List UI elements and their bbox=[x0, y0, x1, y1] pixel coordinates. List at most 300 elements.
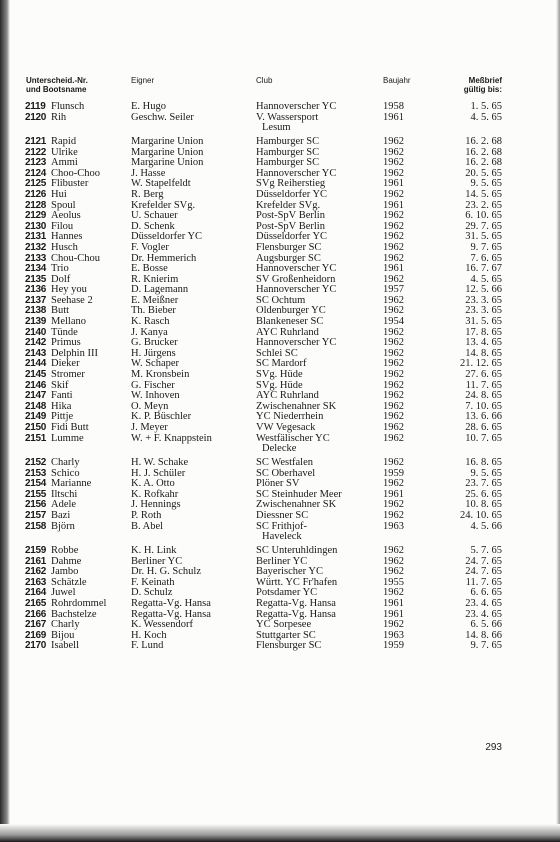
boat-number: 2150 bbox=[25, 422, 47, 434]
boat-number: 2156 bbox=[25, 499, 47, 511]
owner-name: F. Keinath bbox=[131, 576, 175, 588]
measurement-valid-until: 4. 5. 65 bbox=[470, 111, 502, 123]
boat-number: 2128 bbox=[25, 199, 47, 211]
club-name: V. Wassersport bbox=[256, 111, 319, 123]
owner-name: D. Lagemann bbox=[131, 284, 189, 296]
table-row bbox=[0, 499, 560, 510]
owner-name: E. Hugo bbox=[131, 101, 166, 112]
boat-name: Trio bbox=[51, 263, 69, 275]
measurement-valid-until: 9. 5. 65 bbox=[470, 467, 502, 479]
boat-number: 2163 bbox=[25, 576, 47, 588]
measurement-valid-until: 1. 5. 65 bbox=[470, 101, 502, 112]
club-name: Schlei SC bbox=[256, 347, 298, 359]
table-row bbox=[0, 168, 560, 179]
club-name: Bayerischer YC bbox=[256, 566, 323, 578]
build-year: 1962 bbox=[383, 400, 404, 412]
build-year: 1962 bbox=[383, 294, 404, 306]
boat-name: Björn bbox=[51, 520, 75, 532]
club-name: SC Ochtum bbox=[256, 294, 306, 306]
measurement-valid-until: 12. 5. 66 bbox=[465, 284, 502, 296]
boat-name: Choo-Choo bbox=[51, 167, 101, 179]
table-row bbox=[0, 242, 560, 253]
owner-name: Regatta-Vg. Hansa bbox=[131, 608, 211, 620]
boat-name: Pittje bbox=[51, 411, 74, 423]
build-year: 1962 bbox=[383, 555, 404, 567]
boat-number: 2162 bbox=[25, 566, 47, 578]
owner-name: U. Schauer bbox=[131, 210, 178, 222]
measurement-valid-until: 31. 5. 65 bbox=[465, 316, 502, 328]
table-row bbox=[0, 510, 560, 521]
build-year: 1962 bbox=[383, 305, 404, 317]
club-name: Hamburger SC bbox=[256, 157, 320, 169]
club-name: Westfälischer YC bbox=[256, 432, 330, 444]
club-name: Hannoverscher YC bbox=[256, 101, 337, 112]
club-name: SVg Reiherstieg bbox=[256, 178, 326, 190]
build-year: 1962 bbox=[383, 478, 404, 490]
owner-name: D. Schenk bbox=[131, 220, 175, 232]
build-year: 1962 bbox=[383, 273, 404, 285]
boat-number: 2154 bbox=[25, 478, 47, 490]
build-year: 1961 bbox=[383, 608, 404, 620]
build-year: 1962 bbox=[383, 369, 404, 381]
club-name: Stuttgarter SC bbox=[256, 629, 316, 641]
boat-number: 2123 bbox=[25, 157, 47, 169]
build-year: 1962 bbox=[383, 390, 404, 402]
table-row bbox=[0, 305, 560, 316]
measurement-valid-until: 16. 7. 67 bbox=[465, 263, 502, 275]
build-year: 1962 bbox=[383, 457, 404, 468]
boat-number: 2129 bbox=[25, 210, 47, 222]
boat-register-table bbox=[0, 101, 560, 651]
boat-name: Primus bbox=[51, 337, 81, 349]
boat-number: 2126 bbox=[25, 188, 47, 200]
measurement-valid-until: 17. 8. 65 bbox=[465, 326, 502, 338]
owner-name: K. P. Büschler bbox=[131, 411, 192, 423]
measurement-valid-until: 16. 2. 68 bbox=[465, 157, 502, 169]
column-header-id: Unterscheid.-Nr. bbox=[26, 76, 88, 85]
build-year: 1954 bbox=[383, 316, 404, 328]
owner-name: Dr. Hemmerich bbox=[131, 252, 197, 264]
boat-number: 2158 bbox=[25, 520, 47, 532]
measurement-valid-until: 16. 8. 65 bbox=[465, 457, 502, 468]
boat-name: Dieker bbox=[51, 358, 80, 370]
table-row bbox=[0, 587, 560, 598]
boat-name: Spoul bbox=[51, 199, 76, 211]
owner-name: O. Meyn bbox=[131, 400, 169, 412]
boat-name: Hannes bbox=[51, 231, 83, 243]
owner-name: R. Berg bbox=[131, 188, 164, 200]
column-header-club: Club bbox=[256, 76, 273, 85]
measurement-valid-until: 13. 4. 65 bbox=[465, 337, 502, 349]
measurement-valid-until: 10. 7. 65 bbox=[465, 432, 502, 444]
measurement-valid-until: 6. 10. 65 bbox=[465, 210, 502, 222]
column-header-owner: Eigner bbox=[131, 76, 155, 85]
club-name: Hamburger SC bbox=[256, 146, 320, 158]
measurement-valid-until: 6. 5. 66 bbox=[470, 619, 502, 631]
table-row bbox=[0, 422, 560, 433]
measurement-valid-until: 23. 2. 65 bbox=[465, 199, 502, 211]
owner-name: Berliner YC bbox=[131, 555, 183, 567]
column-header-id-name bbox=[26, 76, 88, 94]
club-name: Flensburger SC bbox=[256, 241, 322, 253]
club-name: YC Niederrhein bbox=[256, 411, 324, 423]
boat-number: 2122 bbox=[25, 146, 47, 158]
owner-name: G. Brucker bbox=[131, 337, 178, 349]
boat-number: 2153 bbox=[25, 467, 47, 479]
build-year: 1961 bbox=[383, 263, 404, 275]
table-row bbox=[0, 221, 560, 232]
build-year: 1962 bbox=[383, 411, 404, 423]
owner-name: Regatta-Vg. Hansa bbox=[131, 597, 211, 609]
table-row bbox=[0, 157, 560, 168]
owner-name: F. Vogler bbox=[131, 241, 169, 253]
club-name: Hannoverscher YC bbox=[256, 167, 337, 179]
table-row bbox=[0, 112, 560, 136]
boat-name: Hui bbox=[51, 188, 67, 200]
measurement-valid-until: 7. 6. 65 bbox=[470, 252, 502, 264]
table-row bbox=[0, 545, 560, 556]
club-name: Augsburger SC bbox=[256, 252, 321, 264]
table-row bbox=[0, 147, 560, 158]
club-name: Flensburger SC bbox=[256, 640, 322, 652]
boat-name: Schätzle bbox=[51, 576, 87, 588]
build-year: 1962 bbox=[383, 566, 404, 578]
owner-name: Düsseldorfer YC bbox=[131, 231, 203, 243]
boat-number: 2166 bbox=[25, 608, 47, 620]
measurement-valid-until: 23. 7. 65 bbox=[465, 478, 502, 490]
boat-name: Schico bbox=[51, 467, 80, 479]
measurement-valid-until: 6. 6. 65 bbox=[470, 587, 502, 599]
build-year: 1962 bbox=[383, 210, 404, 222]
table-row bbox=[0, 369, 560, 380]
measurement-valid-until: 9. 7. 65 bbox=[470, 241, 502, 253]
build-year: 1961 bbox=[383, 111, 404, 123]
build-year: 1962 bbox=[383, 157, 404, 169]
table-row bbox=[0, 274, 560, 285]
club-name: SC Westfalen bbox=[256, 457, 313, 468]
table-row bbox=[0, 609, 560, 620]
build-year: 1962 bbox=[383, 509, 404, 521]
column-header-boatname: und Bootsname bbox=[26, 85, 87, 94]
build-year: 1961 bbox=[383, 488, 404, 500]
build-year: 1962 bbox=[383, 379, 404, 391]
measurement-valid-until: 13. 6. 66 bbox=[465, 411, 502, 423]
boat-name: Husch bbox=[51, 241, 78, 253]
table-row bbox=[0, 457, 560, 468]
club-name: Regatta-Vg. Hansa bbox=[256, 608, 336, 620]
boat-name: Ammi bbox=[51, 157, 78, 169]
club-name-continued: Haveleck bbox=[262, 531, 302, 543]
owner-name: W. Inhoven bbox=[131, 390, 180, 402]
club-name: Regatta-Vg. Hansa bbox=[256, 597, 336, 609]
table-row bbox=[0, 348, 560, 359]
measurement-valid-until: 23. 3. 65 bbox=[465, 305, 502, 317]
boat-name: Rohrdommel bbox=[51, 597, 107, 609]
owner-name: H. W. Schake bbox=[131, 457, 189, 468]
owner-name: K. Rofkahr bbox=[131, 488, 179, 500]
column-header-measurement-valid: gültig bis: bbox=[463, 85, 502, 94]
club-name: Hannoverscher YC bbox=[256, 263, 337, 275]
boat-number: 2142 bbox=[25, 337, 47, 349]
owner-name: Margarine Union bbox=[131, 146, 204, 158]
boat-name: Tünde bbox=[51, 326, 78, 338]
measurement-valid-until: 21. 12. 65 bbox=[460, 358, 502, 370]
measurement-valid-until: 7. 10. 65 bbox=[465, 400, 502, 412]
owner-name: Geschw. Seiler bbox=[131, 111, 194, 123]
boat-name: Charly bbox=[51, 457, 80, 468]
boat-name: Isabell bbox=[51, 640, 79, 652]
boat-name: Delphin III bbox=[51, 347, 98, 359]
club-name: YC Sorpesee bbox=[256, 619, 312, 631]
boat-number: 2124 bbox=[25, 167, 47, 179]
build-year: 1961 bbox=[383, 597, 404, 609]
boat-number: 2155 bbox=[25, 488, 47, 500]
boat-name: Marianne bbox=[51, 478, 92, 490]
build-year: 1958 bbox=[383, 101, 404, 112]
table-row bbox=[0, 337, 560, 348]
table-row bbox=[0, 411, 560, 422]
table-row bbox=[0, 433, 560, 457]
boat-name: Bazi bbox=[51, 509, 71, 521]
club-name: Blankeneser SC bbox=[256, 316, 324, 328]
boat-number: 2143 bbox=[25, 347, 47, 359]
boat-name: Skif bbox=[51, 379, 69, 391]
build-year: 1962 bbox=[383, 241, 404, 253]
table-row bbox=[0, 630, 560, 641]
measurement-valid-until: 9. 7. 65 bbox=[470, 640, 502, 652]
owner-name: Th. Bieber bbox=[131, 305, 176, 317]
measurement-valid-until: 5. 7. 65 bbox=[470, 544, 502, 556]
table-row bbox=[0, 556, 560, 567]
column-header-year: Baujahr bbox=[383, 76, 411, 85]
owner-name: K. Wessendorf bbox=[131, 619, 193, 631]
club-name: Potsdamer YC bbox=[256, 587, 318, 599]
build-year: 1962 bbox=[383, 499, 404, 511]
boat-name: Flibuster bbox=[51, 178, 89, 190]
boat-number: 2130 bbox=[25, 220, 47, 232]
measurement-valid-until: 4. 5. 66 bbox=[470, 520, 502, 532]
table-row bbox=[0, 577, 560, 588]
measurement-valid-until: 11. 7. 65 bbox=[465, 576, 502, 588]
measurement-valid-until: 23. 4. 65 bbox=[465, 608, 502, 620]
club-name: Berliner YC bbox=[256, 555, 308, 567]
club-name: Plöner SV bbox=[256, 478, 300, 490]
boat-name: Adele bbox=[51, 499, 77, 511]
boat-number: 2131 bbox=[25, 231, 47, 243]
build-year: 1962 bbox=[383, 347, 404, 359]
boat-number: 2125 bbox=[25, 178, 47, 190]
owner-name: J. Hasse bbox=[131, 167, 166, 179]
boat-name: Ulrike bbox=[51, 146, 78, 158]
build-year: 1962 bbox=[383, 252, 404, 264]
measurement-valid-until: 14. 8. 65 bbox=[465, 347, 502, 359]
measurement-valid-until: 4. 5. 65 bbox=[470, 273, 502, 285]
owner-name: Margarine Union bbox=[131, 135, 204, 147]
build-year: 1955 bbox=[383, 576, 404, 588]
club-name-continued: Delecke bbox=[262, 443, 297, 455]
boat-number: 2152 bbox=[25, 457, 47, 468]
boat-name: Bijou bbox=[51, 629, 75, 641]
owner-name: J. Meyer bbox=[131, 422, 168, 434]
build-year: 1962 bbox=[383, 188, 404, 200]
owner-name: Dr. H. G. Schulz bbox=[131, 566, 201, 578]
owner-name: Margarine Union bbox=[131, 157, 204, 169]
measurement-valid-until: 16. 2. 68 bbox=[465, 146, 502, 158]
boat-number: 2139 bbox=[25, 316, 47, 328]
build-year: 1963 bbox=[383, 520, 404, 532]
build-year: 1962 bbox=[383, 358, 404, 370]
boat-name: Hika bbox=[51, 400, 72, 412]
club-name: Hannoverscher YC bbox=[256, 284, 337, 296]
owner-name: B. Abel bbox=[131, 520, 164, 532]
club-name: SC Mardorf bbox=[256, 358, 307, 370]
table-row bbox=[0, 468, 560, 479]
table-row bbox=[0, 478, 560, 489]
boat-number: 2161 bbox=[25, 555, 47, 567]
boat-number: 2119 bbox=[25, 101, 46, 112]
boat-number: 2164 bbox=[25, 587, 47, 599]
boat-name: Seehase 2 bbox=[51, 294, 93, 306]
owner-name: H. J. Schüler bbox=[131, 467, 186, 479]
club-name: Diessner SC bbox=[256, 509, 309, 521]
measurement-valid-until: 14. 8. 66 bbox=[465, 629, 502, 641]
measurement-valid-until: 31. 5. 65 bbox=[465, 231, 502, 243]
owner-name: K. A. Otto bbox=[131, 478, 175, 490]
owner-name: P. Roth bbox=[131, 509, 162, 521]
measurement-valid-until: 27. 6. 65 bbox=[465, 369, 502, 381]
boat-number: 2170 bbox=[25, 640, 47, 652]
table-row bbox=[0, 178, 560, 189]
measurement-valid-until: 24. 8. 65 bbox=[465, 390, 502, 402]
build-year: 1962 bbox=[383, 422, 404, 434]
boat-number: 2157 bbox=[25, 509, 47, 521]
measurement-valid-until: 11. 7. 65 bbox=[465, 379, 502, 391]
table-row bbox=[0, 521, 560, 545]
column-header-measurement-title: Meßbrief bbox=[468, 76, 502, 85]
measurement-valid-until: 9. 5. 65 bbox=[470, 178, 502, 190]
table-row bbox=[0, 380, 560, 391]
boat-name: Rapid bbox=[51, 135, 77, 147]
boat-name: Chou-Chou bbox=[51, 252, 101, 264]
build-year: 1962 bbox=[383, 432, 404, 444]
table-row bbox=[0, 136, 560, 147]
measurement-valid-until: 25. 6. 65 bbox=[465, 488, 502, 500]
table-row bbox=[0, 189, 560, 200]
boat-number: 2137 bbox=[25, 294, 47, 306]
club-name: VW Vegesack bbox=[256, 422, 316, 434]
boat-name: Iltschi bbox=[51, 488, 78, 500]
table-row bbox=[0, 401, 560, 412]
club-name: SV Großenheidorn bbox=[256, 273, 336, 285]
boat-name: Filou bbox=[51, 220, 74, 232]
club-name: Württ. YC Fr'hafen bbox=[256, 576, 338, 588]
owner-name: E. Bosse bbox=[131, 263, 168, 275]
measurement-valid-until: 20. 5. 65 bbox=[465, 167, 502, 179]
boat-number: 2169 bbox=[25, 629, 47, 641]
measurement-valid-until: 16. 2. 68 bbox=[465, 135, 502, 147]
table-row bbox=[0, 358, 560, 369]
boat-name: Charly bbox=[51, 619, 80, 631]
build-year: 1962 bbox=[383, 544, 404, 556]
owner-name: G. Fischer bbox=[131, 379, 175, 391]
measurement-valid-until: 24. 10. 65 bbox=[460, 509, 502, 521]
boat-name: Bachstelze bbox=[51, 608, 97, 620]
boat-number: 2149 bbox=[25, 411, 47, 423]
measurement-valid-until: 23. 4. 65 bbox=[465, 597, 502, 609]
boat-number: 2165 bbox=[25, 597, 47, 609]
club-name: SVg. Hüde bbox=[256, 379, 303, 391]
owner-name: D. Schulz bbox=[131, 587, 173, 599]
boat-name: Mellano bbox=[51, 316, 86, 328]
table-row bbox=[0, 263, 560, 274]
club-name: Post-SpV Berlin bbox=[256, 220, 325, 232]
boat-name: Fanti bbox=[51, 390, 73, 402]
boat-number: 2136 bbox=[25, 284, 47, 296]
boat-number: 2138 bbox=[25, 305, 47, 317]
table-row bbox=[0, 210, 560, 221]
boat-number: 2145 bbox=[25, 369, 47, 381]
boat-name: Stromer bbox=[51, 369, 85, 381]
club-name-continued: Lesum bbox=[262, 122, 291, 134]
boat-name: Rih bbox=[51, 111, 67, 123]
boat-number: 2134 bbox=[25, 263, 47, 275]
table-row bbox=[0, 284, 560, 295]
club-name: SC Unteruhldingen bbox=[256, 544, 338, 556]
club-name: Krefelder SVg. bbox=[256, 199, 321, 211]
club-name: Zwischenahner SK bbox=[256, 499, 337, 511]
boat-number: 2144 bbox=[25, 358, 47, 370]
page-bottom-edge bbox=[0, 824, 560, 842]
boat-number: 2147 bbox=[25, 390, 47, 402]
table-row bbox=[0, 489, 560, 500]
build-year: 1959 bbox=[383, 467, 404, 479]
build-year: 1959 bbox=[383, 640, 404, 652]
owner-name: Krefelder SVg. bbox=[131, 199, 196, 211]
club-name: SC Oberhavel bbox=[256, 467, 316, 479]
table-row bbox=[0, 327, 560, 338]
owner-name: W. Stapelfeldt bbox=[131, 178, 191, 190]
boat-number: 2159 bbox=[25, 544, 47, 556]
club-name: Hamburger SC bbox=[256, 135, 320, 147]
owner-name: W. Schaper bbox=[131, 358, 180, 370]
table-row bbox=[0, 295, 560, 306]
boat-number: 2133 bbox=[25, 252, 47, 264]
build-year: 1961 bbox=[383, 199, 404, 211]
table-row bbox=[0, 566, 560, 577]
table-row bbox=[0, 598, 560, 609]
build-year: 1962 bbox=[383, 337, 404, 349]
measurement-valid-until: 24. 7. 65 bbox=[465, 566, 502, 578]
boat-number: 2120 bbox=[25, 111, 47, 123]
club-name: AYC Ruhrland bbox=[256, 390, 319, 402]
build-year: 1962 bbox=[383, 146, 404, 158]
build-year: 1962 bbox=[383, 326, 404, 338]
boat-number: 2167 bbox=[25, 619, 47, 631]
page-number: 293 bbox=[485, 742, 502, 753]
owner-name: H. Jürgens bbox=[131, 347, 176, 359]
boat-number: 2140 bbox=[25, 326, 47, 338]
table-row bbox=[0, 390, 560, 401]
owner-name: W. + F. Knappstein bbox=[131, 432, 212, 444]
build-year: 1961 bbox=[383, 178, 404, 190]
table-row bbox=[0, 619, 560, 630]
measurement-valid-until: 28. 6. 65 bbox=[465, 422, 502, 434]
club-name: Düsseldorfer YC bbox=[256, 188, 328, 200]
table-row bbox=[0, 316, 560, 327]
table-row bbox=[0, 640, 560, 651]
owner-name: K. H. Link bbox=[131, 544, 177, 556]
club-name: SC Frithjof- bbox=[256, 520, 308, 532]
